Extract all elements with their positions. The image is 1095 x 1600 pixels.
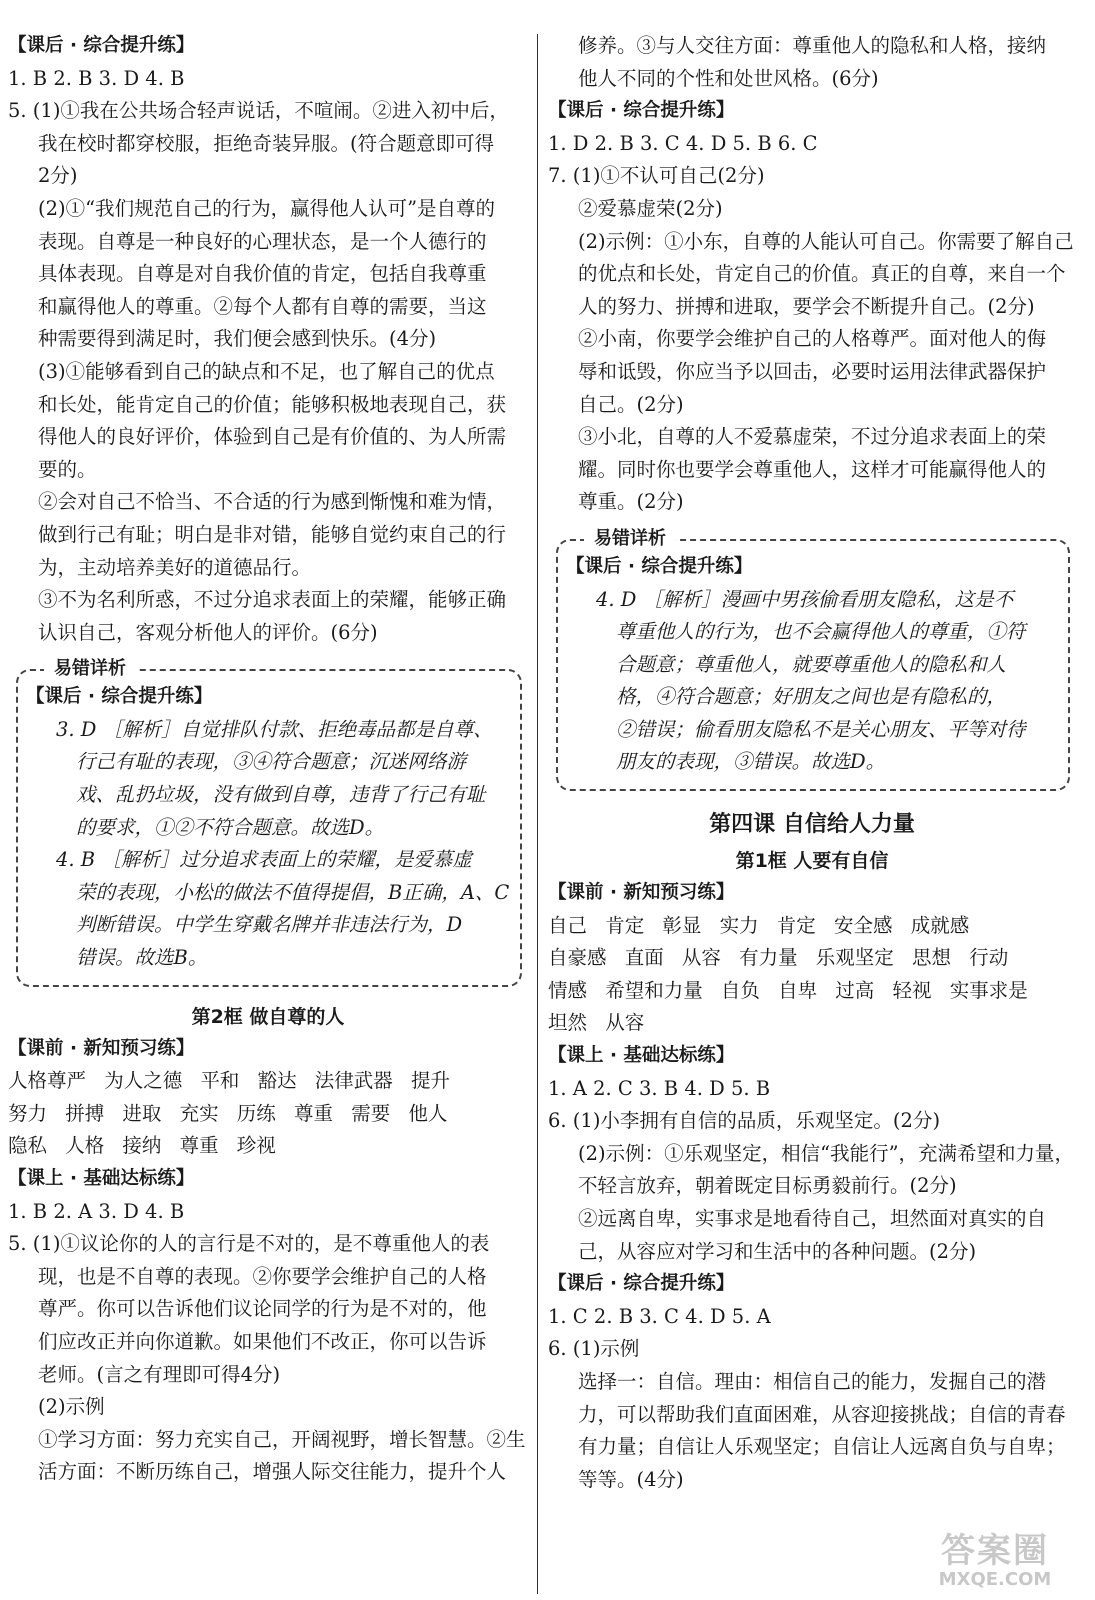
answer-line: (2)①“我们规范自己的行为，赢得他人认可”是自尊的: [38, 196, 496, 220]
analysis-line: 的要求，①②不符合题意。故选D。: [76, 815, 385, 839]
section-title: 【课后 · 综合提升练】: [26, 686, 213, 708]
answer-line: ②远离自卑，实事求是地看待自己，坦然面对真实的自: [578, 1207, 1047, 1230]
analysis-line: 错误。故选B。: [76, 946, 208, 970]
answer-line: 辱和诋毁，你应当予以回击，必要时运用法律武器保护: [578, 359, 1047, 383]
lesson-heading: 第四课 自信给人力量: [709, 812, 915, 838]
lesson-subheading: 第1框 人要有自信: [735, 850, 889, 873]
answer-line: 人的努力、拼搏和进取，要学会不断提升自己。(2分): [578, 294, 1035, 318]
answer-line: 和赢得他人的尊重。②每个人都有自尊的需要，当这: [38, 294, 487, 318]
answer-line: 6. (1)示例: [548, 1337, 640, 1361]
question-5-answer: [8, 1228, 528, 1489]
answer-line: 们应改正并向你道歉。如果他们不改正，你可以告诉: [38, 1329, 487, 1353]
answer-line: 活方面：不断历练自己，增强人际交往能力，提升个人: [38, 1460, 507, 1484]
answer-line: 认识自己，客观分析他人的评价。(6分): [38, 620, 378, 644]
analysis-line: 荣的表现，小松的做法不值得提倡，B正确，A、C: [76, 880, 510, 904]
answer-line: (2)示例：①乐观坚定，相信“我能行”，充满希望和力量，: [578, 1141, 1075, 1165]
answer-line: ③小北，自尊的人不爱慕虚荣，不过分追求表面上的荣: [578, 425, 1047, 449]
answer-line: 老师。(言之有理即可得4分): [38, 1362, 281, 1386]
analysis-line: 判断错误。中学生穿戴名牌并非违法行为，D: [76, 913, 463, 937]
analysis-line: 尊重他人的行为，也不会赢得他人的尊重，①符: [616, 620, 1026, 644]
answer-line: 的优点和长处，肯定自己的价值。真正的自尊，来自一个: [578, 262, 1066, 286]
section-title: 【课后 · 综合提升练】: [548, 100, 735, 122]
section-title: 【课后 · 综合提升练】: [548, 1273, 735, 1295]
analysis-line: 行己有耻的表现，③④符合题意；沉迷网络游: [76, 750, 467, 774]
error-analysis-box: [556, 527, 1070, 791]
mc-answers: 1. B 2. B 3. D 4. B: [8, 66, 185, 90]
answer-line: 要的。: [38, 457, 97, 481]
answer-line: 6. (1)小李拥有自信的品质，乐观坚定。(2分): [548, 1109, 941, 1133]
answer-line: 他人不同的个性和处世风格。(6分): [578, 66, 879, 90]
fill-answers: 人格尊严 为人之德 平和 豁达 法律武器 提升: [8, 1069, 450, 1093]
answer-line: ②爱慕虚荣(2分): [578, 196, 723, 220]
answer-line: 尊重。(2分): [578, 490, 684, 514]
answer-line: ②会对自己不恰当、不合适的行为感到惭愧和难为情，: [38, 490, 507, 514]
mc-answers: 1. B 2. A 3. D 4. B: [8, 1199, 185, 1223]
analysis-line: ②错误；偷看朋友隐私不是关心朋友、平等对待: [616, 717, 1026, 741]
section-title: 【课上 · 基础达标练】: [548, 1045, 735, 1067]
analysis-line: 4. B ［解析］过分追求表面上的荣耀，是爱慕虚: [56, 848, 472, 872]
watermark-logo: [905, 1532, 1085, 1592]
answer-line: 表现。自尊是一种良好的心理状态，是一个人德行的: [38, 229, 487, 253]
answer-line: ②小南，你要学会维护自己的人格尊严。面对他人的侮: [578, 327, 1047, 351]
fill-answers: 自己 肯定 彰显 实力 肯定 安全感 成就感: [548, 913, 970, 937]
question-6-answer: [548, 1333, 1076, 1496]
answer-line: 选择一：自信。理由：相信自己的能力，发掘自己的潜: [578, 1369, 1047, 1393]
analysis-line: 3. D ［解析］自觉排队付款、拒绝毒品都是自尊、: [56, 717, 493, 741]
mc-answers: 1. D 2. B 3. C 4. D 5. B 6. C: [548, 131, 818, 155]
answer-line: 得他人的良好评价，体验到自己是有价值的、为人所需: [38, 425, 507, 449]
section-title: 【课后 · 综合提升练】: [566, 555, 753, 577]
box-title: 易错详析: [584, 527, 676, 551]
answer-line: 自己。(2分): [578, 392, 684, 416]
answer-line: 不轻言放弃，朝着既定目标勇毅前行。(2分): [578, 1174, 957, 1198]
right-column: [548, 30, 1076, 1496]
fill-answers: 自豪感 直面 从容 有力量 乐观坚定 思想 行动: [548, 946, 1009, 970]
answer-line: 为，主动培养美好的道德品行。: [38, 555, 312, 579]
answer-line: 等等。(4分): [578, 1467, 684, 1491]
question-7-answer: [548, 160, 1076, 519]
fill-answers: 坦然 从容: [548, 1011, 645, 1035]
answer-line: (2)示例：①小东，自尊的人能认可自己。你需要了解自己: [578, 229, 1074, 253]
answer-line: 现，也是不自尊的表现。②你要学会维护自己的人格: [38, 1264, 487, 1288]
lesson-subheading: 第2框 做自尊的人: [191, 1005, 345, 1028]
answer-line: 修养。③与人交往方面：尊重他人的隐私和人格，接纳: [578, 34, 1047, 57]
fill-answers: 隐私 人格 接纳 尊重 珍视: [8, 1134, 276, 1158]
answer-line: 种需要得到满足时，我们便会感到快乐。(4分): [38, 327, 437, 351]
section-title: 【课前 · 新知预习练】: [8, 1037, 195, 1059]
answer-line: 耀。同时你也要学会尊重他人，这样才可能赢得他人的: [578, 457, 1047, 481]
answer-line: 2分): [38, 164, 78, 188]
analysis-line: 合题意；尊重他人，就要尊重他人的隐私和人: [616, 652, 1007, 676]
answer-line: ①学习方面：努力充实自己，开阔视野，增长智慧。②生: [38, 1427, 526, 1451]
answer-line: 做到行己有耻；明白是非对错，能够自觉约束自己的行: [38, 522, 507, 546]
box-title: 易错详析: [44, 657, 136, 681]
left-column: [8, 30, 528, 1489]
watermark-text: 答案圈: [941, 1531, 1049, 1571]
question-6-answer: [548, 1105, 1076, 1268]
analysis-line: 戏、乱扔垃圾，没有做到自尊，违背了行己有耻: [76, 783, 486, 807]
fill-answers: 努力 拼搏 进取 充实 历练 尊重 需要 他人: [8, 1101, 448, 1125]
fill-answers: 情感 希望和力量 自负 自卑 过高 轻视 实事求是: [548, 978, 1028, 1002]
analysis-line: 4. D ［解析］漫画中男孩偷看朋友隐私，这是不: [596, 587, 1014, 611]
answer-line: ③不为名利所惑，不过分追求表面上的荣耀，能够正确: [38, 588, 507, 612]
watermark-url: MXQE.COM: [938, 1569, 1052, 1590]
section-title: 【课后 · 综合提升练】: [8, 35, 195, 56]
column-divider: [537, 34, 538, 1594]
question-5-answer: [8, 95, 528, 649]
answer-line: 有力量；自信让人乐观坚定；自信让人远离自负与自卑；: [578, 1435, 1066, 1459]
mc-answers: 1. C 2. B 3. C 4. D 5. A: [548, 1304, 771, 1328]
section-title: 【课上 · 基础达标练】: [8, 1168, 195, 1189]
answer-line: 7. (1)①不认可自己(2分): [548, 164, 765, 188]
analysis-line: 朋友的表现，③错误。故选D。: [616, 750, 886, 774]
answer-line: 5. (1)①我在公共场合轻声说话，不喧闹。②进入初中后，: [8, 99, 509, 123]
analysis-line: 格，④符合题意；好朋友之间也是有隐私的，: [616, 685, 1007, 709]
answer-line: 5. (1)①议论你的人的言行是不对的，是不尊重他人的表: [8, 1232, 490, 1256]
answer-line: 尊严。你可以告诉他们议论同学的行为是不对的，他: [38, 1297, 487, 1321]
answer-line: (2)示例: [38, 1395, 105, 1419]
mc-answers: 1. A 2. C 3. B 4. D 5. B: [548, 1076, 771, 1100]
answer-line: 力，可以帮助我们直面困难，从容迎接挑战；自信的青春: [578, 1402, 1066, 1426]
answer-line: (3)①能够看到自己的缺点和不足，也了解自己的优点: [38, 359, 495, 383]
answer-line: 我在校时都穿校服，拒绝奇装异服。(符合题意即可得: [38, 131, 495, 155]
answer-line: 己，从容应对学习和生活中的各种问题。(2分): [578, 1239, 977, 1263]
answer-line: 具体表现。自尊是对自我价值的肯定，包括自我尊重: [38, 262, 487, 286]
section-title: 【课前 · 新知预习练】: [548, 882, 735, 904]
error-analysis-box: [16, 658, 522, 986]
answer-line: 和长处，能肯定自己的价值；能够积极地表现自己，获: [38, 392, 507, 416]
